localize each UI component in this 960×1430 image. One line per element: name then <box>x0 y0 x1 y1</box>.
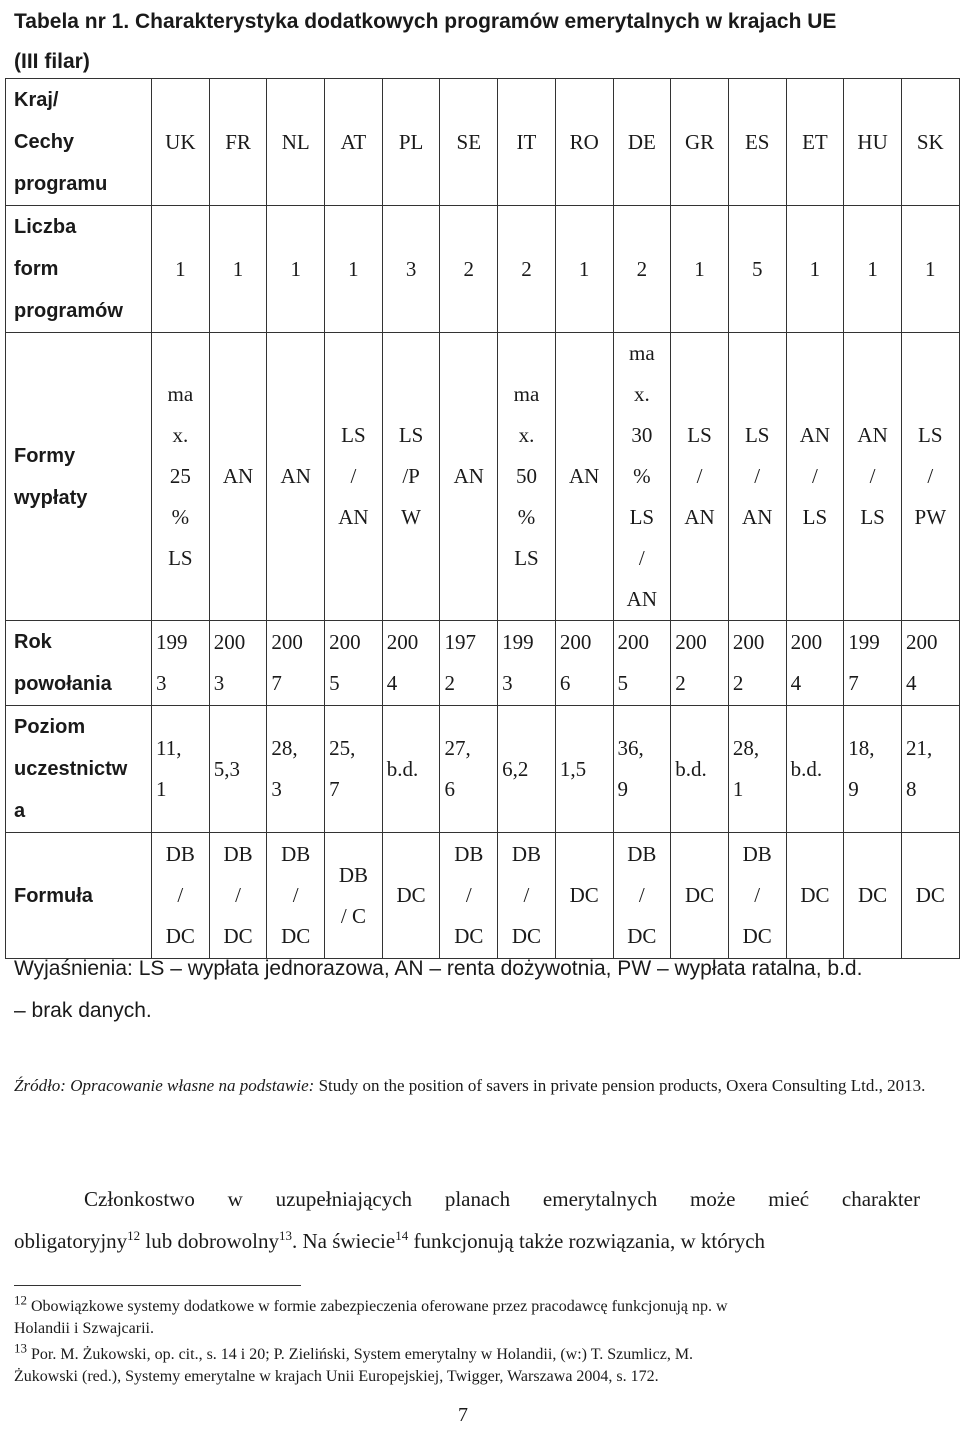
paragraph-text: lub dobrowolny <box>140 1229 279 1253</box>
cell-text: 200 <box>213 630 246 654</box>
cell-text: 199 <box>156 630 188 654</box>
cell-text: DB <box>742 842 772 866</box>
cell-text: / <box>465 883 472 907</box>
cell-text: FR <box>225 129 251 154</box>
table-cell <box>786 206 844 333</box>
cell-text: 3 <box>213 671 225 695</box>
cell-text: 18, <box>848 736 875 760</box>
cell-text: LS <box>629 505 655 529</box>
table-cell <box>498 621 556 706</box>
row-label-line: a <box>14 800 26 822</box>
table-cell <box>440 621 498 706</box>
table-cell <box>209 206 267 333</box>
table-cell <box>786 79 844 206</box>
row-label-line: form <box>14 258 59 280</box>
cell-text: b.d. <box>386 756 419 781</box>
footnote-text: Por. M. Żukowski, op. cit., s. 14 i 20; P. Zieliński, System emerytalny w Holandii, (w:) T. Szumlicz, M. <box>27 1346 694 1363</box>
footnote-ref-13[interactable]: 13 <box>278 1228 292 1243</box>
table-cell <box>382 206 440 333</box>
cell-text: 6 <box>559 671 571 695</box>
row-label-line: wypłaty <box>14 486 88 509</box>
cell-text: 1 <box>348 256 359 281</box>
table-cell <box>267 706 325 833</box>
cell-text: DE <box>627 129 656 154</box>
cell-text: / <box>638 883 645 907</box>
table-cell <box>440 333 498 621</box>
table-cell <box>671 333 729 621</box>
table-cell <box>786 621 844 706</box>
cell-text: DC <box>569 883 599 907</box>
cell-text: 6 <box>444 777 455 801</box>
footnote-number: 13 <box>14 1340 27 1356</box>
table-cell <box>382 833 440 959</box>
cell-text: 2 <box>521 256 532 281</box>
cell-text: DC <box>454 924 484 948</box>
row-form-count <box>6 206 960 333</box>
table-cell <box>728 206 786 333</box>
table-cell <box>152 79 210 206</box>
table-cell <box>498 79 556 206</box>
cell-text: 8 <box>905 777 917 801</box>
cell-text: 9 <box>617 777 628 801</box>
cell-text: AN <box>857 423 888 447</box>
cell-text: 6,2 <box>502 756 529 781</box>
cell-text: 1 <box>867 256 878 281</box>
table-cell <box>671 706 729 833</box>
table-cell <box>440 706 498 833</box>
cell-text: DC <box>165 924 195 948</box>
table-cell <box>325 79 383 206</box>
cell-text: AN <box>626 587 658 611</box>
table-cell <box>844 833 902 959</box>
row-label-line: Cechy <box>14 131 75 153</box>
cell-text: / <box>292 883 299 907</box>
table-cell <box>901 706 959 833</box>
cell-text: 1 <box>694 256 705 281</box>
cell-text: 2 <box>636 256 648 281</box>
table-cell <box>325 621 383 706</box>
row-label <box>6 833 152 959</box>
cell-text: ma <box>513 382 540 406</box>
table-cell <box>844 333 902 621</box>
table-cell <box>209 833 267 959</box>
cell-text: / <box>811 464 818 488</box>
footnote-13 <box>14 1340 944 1388</box>
cell-text: 3 <box>271 777 282 801</box>
row-label-line: programu <box>14 173 108 195</box>
cell-text: DC <box>511 924 542 948</box>
footnote-number: 12 <box>14 1292 27 1308</box>
source-note <box>14 1068 944 1103</box>
pension-table <box>5 78 960 959</box>
cell-text: 197 <box>444 630 476 654</box>
paragraph-text: obligatoryjny <box>14 1229 128 1253</box>
cell-text: 1,5 <box>559 756 587 781</box>
legend-note <box>14 948 944 1032</box>
table-cell <box>209 621 267 706</box>
cell-text: RO <box>569 129 599 154</box>
row-label <box>6 621 152 706</box>
cell-text: DC <box>627 924 657 948</box>
table-cell <box>901 833 959 959</box>
table-cell <box>267 206 325 333</box>
cell-text: / <box>235 883 241 907</box>
cell-text: 25, <box>329 736 356 760</box>
cell-text: 199 <box>502 630 534 654</box>
cell-text: x. <box>172 423 189 447</box>
cell-text: 5 <box>329 671 340 695</box>
cell-text: / <box>754 883 761 907</box>
cell-text: PL <box>398 129 424 154</box>
caption-line-1: Tabela nr 1. Charakterystyka dodatkowych programów emerytalnych w krajach UE <box>14 10 837 33</box>
table-cell <box>325 333 383 621</box>
cell-text: ET <box>802 129 828 154</box>
cell-text: 200 <box>617 630 649 654</box>
table-cell <box>325 833 383 959</box>
table-cell <box>209 706 267 833</box>
table-cell <box>671 833 729 959</box>
cell-text: DB <box>165 842 195 866</box>
row-label-line: Kraj/ <box>14 89 59 111</box>
footnote-divider <box>14 1285 301 1286</box>
source-text: Study on the position of savers in private pension products, Oxera Consulting Ltd., 2013. <box>314 1076 926 1095</box>
footnote-12 <box>14 1292 944 1340</box>
cell-text: 7 <box>271 671 282 695</box>
cell-text: 3 <box>156 671 167 695</box>
cell-text: 30 <box>631 423 653 447</box>
table-cell <box>613 79 671 206</box>
row-label-line: Poziom <box>14 716 86 738</box>
table-cell <box>267 621 325 706</box>
cell-text: AN <box>742 505 773 529</box>
cell-text: 5,3 <box>213 756 240 781</box>
row-payout-forms <box>6 333 960 621</box>
cell-text: LS <box>341 423 366 447</box>
cell-text: 2 <box>444 671 455 695</box>
table-cell <box>786 333 844 621</box>
cell-text: 1 <box>809 256 821 281</box>
table-cell <box>901 206 959 333</box>
cell-text: 36, <box>617 736 644 760</box>
caption-line-2: (III filar) <box>14 50 90 73</box>
cell-text: SE <box>456 129 482 154</box>
table-cell <box>786 706 844 833</box>
cell-text: AN <box>799 423 831 447</box>
table-cell <box>844 79 902 206</box>
cell-text: / <box>696 464 703 488</box>
table-cell <box>152 706 210 833</box>
source-label: Źródło: Opracowanie własne na podstawie: <box>14 1076 315 1095</box>
table-cell <box>498 333 556 621</box>
cell-text: DC <box>858 883 888 907</box>
cell-text: 5 <box>617 671 628 695</box>
table-cell <box>613 206 671 333</box>
cell-text: AN <box>453 464 484 488</box>
cell-text: LS <box>514 546 539 570</box>
cell-text: x. <box>518 423 535 447</box>
cell-text: 2 <box>463 256 475 281</box>
row-label <box>6 79 152 206</box>
cell-text: / <box>523 883 530 907</box>
cell-text: 4 <box>790 671 802 695</box>
paragraph-line-1: Członkostwo w uzupełniających planach emerytalnych może mieć charakter <box>84 1187 920 1211</box>
cell-text: 9 <box>848 777 859 801</box>
row-label <box>6 706 152 833</box>
table-cell <box>728 79 786 206</box>
table-cell <box>267 833 325 959</box>
table-cell <box>671 206 729 333</box>
table-cell <box>267 333 325 621</box>
cell-text: 200 <box>790 630 823 654</box>
row-label-line: programów <box>14 300 123 322</box>
cell-text: 1 <box>290 256 301 281</box>
cell-text: 1 <box>732 777 744 801</box>
cell-text: DB <box>454 842 484 866</box>
table-cell <box>901 333 959 621</box>
cell-text: b.d. <box>675 756 707 781</box>
table-cell <box>613 706 671 833</box>
cell-text: / <box>927 464 934 488</box>
table-cell <box>844 206 902 333</box>
cell-text: ES <box>744 129 770 154</box>
cell-text: / <box>638 546 645 570</box>
cell-text: LS <box>168 546 193 570</box>
table-cell <box>325 706 383 833</box>
cell-text: 200 <box>732 630 765 654</box>
table-cell <box>786 833 844 959</box>
row-founding-year <box>6 621 960 706</box>
cell-text: 27, <box>444 736 471 760</box>
cell-text: DC <box>684 883 715 907</box>
cell-text: / <box>869 464 876 488</box>
paragraph-text: . Na świecie <box>291 1229 396 1253</box>
cell-text: DB <box>627 842 657 866</box>
table-cell <box>498 706 556 833</box>
row-label <box>6 333 152 621</box>
table-cell <box>152 206 210 333</box>
cell-text: DC <box>223 924 253 948</box>
cell-text: 3 <box>405 256 417 281</box>
cell-text: /P <box>402 464 420 488</box>
cell-text: % <box>517 505 536 529</box>
table-caption <box>14 2 954 82</box>
cell-text: 21, <box>905 736 933 760</box>
row-countries <box>6 79 960 206</box>
cell-text: LS <box>918 423 943 447</box>
cell-text: GR <box>684 129 715 154</box>
table-cell <box>498 833 556 959</box>
table-cell <box>555 333 613 621</box>
cell-text: AN <box>222 464 254 488</box>
row-label-line: Formuła <box>14 884 93 907</box>
row-formula <box>6 833 960 959</box>
cell-text: 50 <box>515 464 537 488</box>
cell-text: 7 <box>329 777 340 801</box>
cell-text: 4 <box>905 671 917 695</box>
footnote-ref-12[interactable]: 12 <box>127 1228 141 1243</box>
cell-text: 3 <box>502 671 513 695</box>
cell-text: HU <box>857 129 888 154</box>
cell-text: b.d. <box>790 756 823 781</box>
cell-text: W <box>401 505 421 529</box>
cell-text: LS <box>860 505 885 529</box>
row-label-line: Formy <box>14 444 76 467</box>
table-cell <box>728 333 786 621</box>
cell-text: 4 <box>386 671 398 695</box>
table-cell <box>555 621 613 706</box>
cell-text: / <box>350 464 357 488</box>
cell-text: NL <box>281 129 310 154</box>
table-cell <box>209 79 267 206</box>
cell-text: LS <box>398 423 424 447</box>
table-cell <box>844 621 902 706</box>
row-label-line: powołania <box>14 673 112 695</box>
table-cell <box>440 206 498 333</box>
table-cell <box>613 621 671 706</box>
table-cell <box>325 206 383 333</box>
cell-text: % <box>171 505 190 529</box>
cell-text: 200 <box>386 630 419 654</box>
body-paragraph <box>14 1178 920 1262</box>
cell-text: ma <box>629 341 655 365</box>
cell-text: AT <box>340 129 367 154</box>
table-cell <box>555 79 613 206</box>
table-cell <box>440 833 498 959</box>
cell-text: 28, <box>271 736 298 760</box>
cell-text: 199 <box>848 630 880 654</box>
table-cell <box>555 206 613 333</box>
footnote-text: Żukowski (red.), Systemy emerytalne w krajach Unii Europejskiej, Twigger, Warszawa 2004, s. 172. <box>14 1368 659 1385</box>
cell-text: 1 <box>175 256 186 281</box>
row-label <box>6 206 152 333</box>
cell-text: 1 <box>156 777 167 801</box>
table-cell <box>152 833 210 959</box>
cell-text: / C <box>340 903 366 928</box>
table-cell <box>728 706 786 833</box>
cell-text: 1 <box>232 256 244 281</box>
table-cell <box>671 621 729 706</box>
table-cell <box>555 706 613 833</box>
table-cell <box>267 79 325 206</box>
cell-text: 11, <box>156 736 182 760</box>
cell-text: 1 <box>925 256 936 281</box>
table-cell <box>728 833 786 959</box>
table-cell <box>728 621 786 706</box>
row-label-line: uczestnictw <box>14 758 128 780</box>
cell-text: DC <box>800 883 830 907</box>
table-cell <box>382 621 440 706</box>
cell-text: / <box>754 464 761 488</box>
cell-text: DB <box>281 842 311 866</box>
table-cell <box>382 706 440 833</box>
cell-text: 200 <box>329 630 361 654</box>
cell-text: 200 <box>271 630 303 654</box>
paragraph-line-2 <box>14 1220 920 1262</box>
cell-text: 25 <box>169 464 191 488</box>
table-cell <box>209 333 267 621</box>
cell-text: LS <box>744 423 770 447</box>
cell-text: UK <box>165 129 196 154</box>
cell-text: 7 <box>848 671 859 695</box>
cell-text: SK <box>916 129 944 154</box>
table-cell <box>498 206 556 333</box>
table-cell <box>440 79 498 206</box>
row-label-line: Rok <box>14 631 52 653</box>
paragraph-text: funkcjonują także rozwiązania, w których <box>408 1229 766 1253</box>
cell-text: DB <box>511 842 542 866</box>
table-cell <box>382 79 440 206</box>
table-cell <box>555 833 613 959</box>
table-cell <box>152 333 210 621</box>
table-cell <box>844 706 902 833</box>
cell-text: AN <box>338 505 369 529</box>
cell-text: % <box>633 464 651 488</box>
cell-text: / <box>177 883 184 907</box>
cell-text: AN <box>280 464 311 488</box>
table-cell <box>901 79 959 206</box>
cell-text: x. <box>633 382 650 406</box>
table-cell <box>901 621 959 706</box>
row-participation <box>6 706 960 833</box>
cell-text: 2 <box>732 671 744 695</box>
cell-text: DC <box>742 924 772 948</box>
table-cell <box>613 833 671 959</box>
cell-text: 200 <box>675 630 707 654</box>
cell-text: IT <box>516 129 537 154</box>
cell-text: 1 <box>578 256 590 281</box>
cell-text: AN <box>684 505 715 529</box>
row-label-line: Liczba <box>14 216 77 238</box>
cell-text: DC <box>396 883 426 907</box>
cell-text: ma <box>167 382 194 406</box>
cell-text: 28, <box>732 736 760 760</box>
table-cell <box>613 333 671 621</box>
cell-text: DC <box>281 924 311 948</box>
cell-text: LS <box>802 505 828 529</box>
footnote-text: Holandii i Szwajcarii. <box>14 1320 154 1337</box>
cell-text: 200 <box>905 630 938 654</box>
cell-text: LS <box>687 423 712 447</box>
cell-text: PW <box>914 505 947 529</box>
cell-text: DB <box>338 862 368 887</box>
cell-text: DC <box>915 883 945 907</box>
page-number: 7 <box>458 1404 468 1426</box>
footnote-text: Obowiązkowe systemy dodatkowe w formie zabezpieczenia oferowane przez pracodawcę funkcjonują np. w <box>27 1298 728 1315</box>
cell-text: DB <box>223 842 253 866</box>
footnote-ref-14[interactable]: 14 <box>395 1228 409 1243</box>
table-cell <box>152 621 210 706</box>
cell-text: 200 <box>559 630 592 654</box>
table-cell <box>382 333 440 621</box>
legend-line-1: Wyjaśnienia: LS – wypłata jednorazowa, AN – renta dożywotnia, PW – wypłata ratalna, b.d. <box>14 957 863 980</box>
cell-text: 2 <box>675 671 686 695</box>
table-cell <box>671 79 729 206</box>
cell-text: AN <box>568 464 600 488</box>
cell-text: 5 <box>751 256 763 281</box>
legend-line-2: – brak danych. <box>14 999 152 1022</box>
